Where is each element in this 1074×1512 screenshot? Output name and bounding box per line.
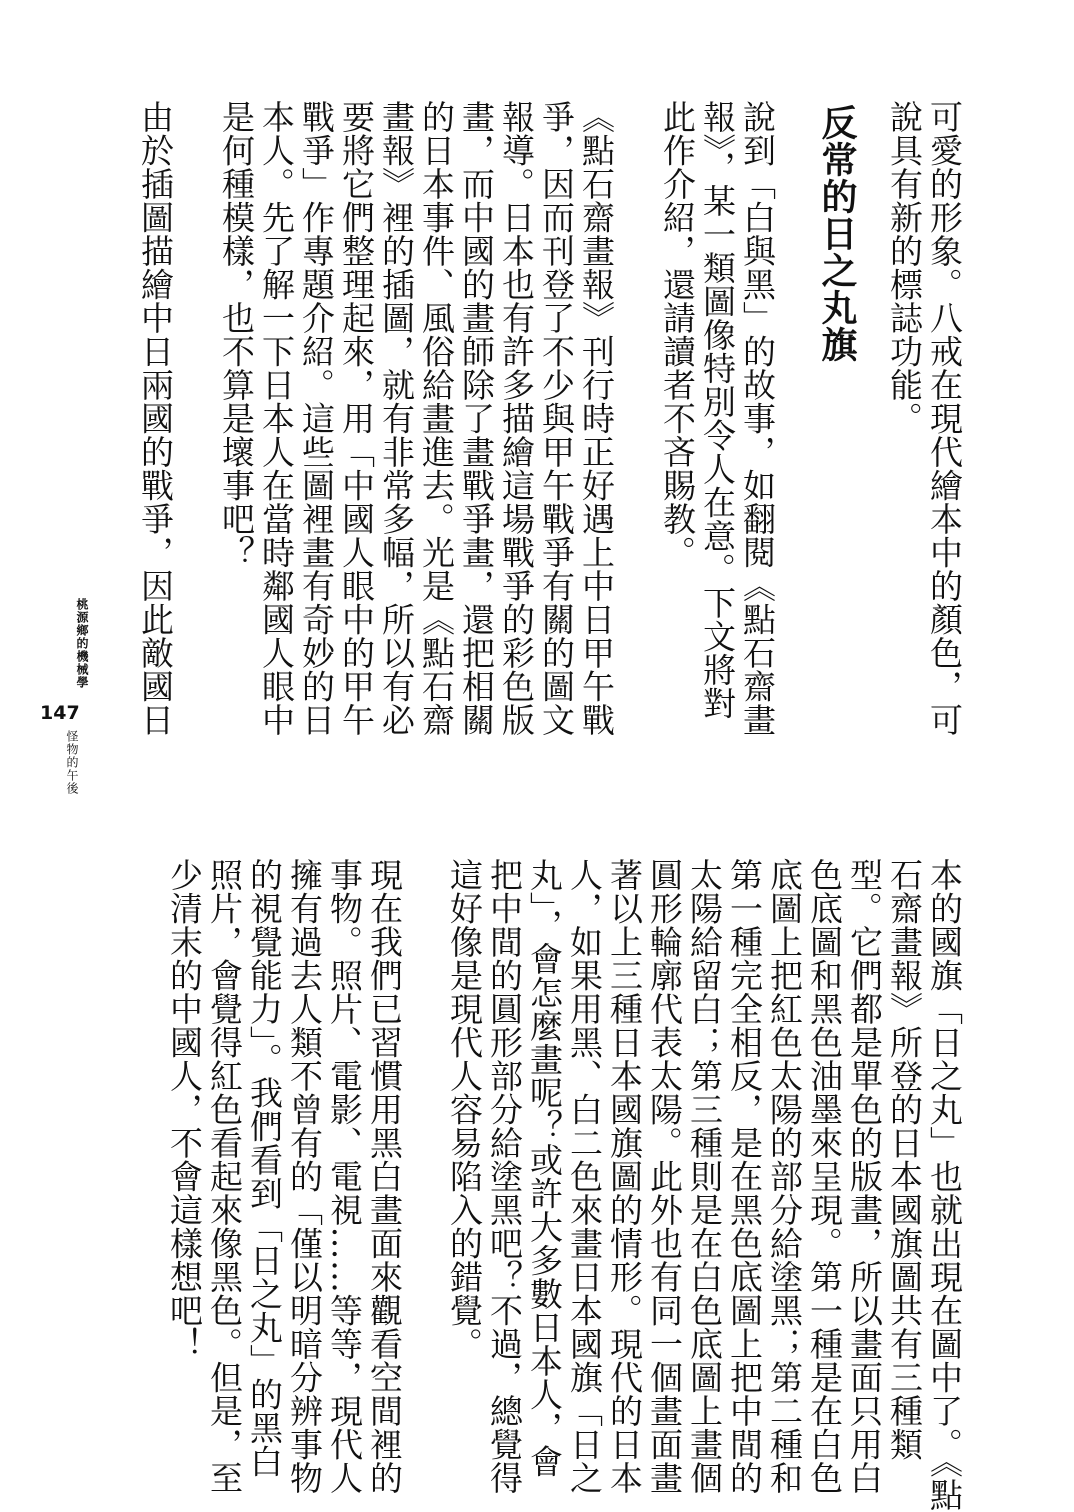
- body-text-column: 畫報》裡的插圖，就有非常多幅，所以有必: [377, 100, 416, 737]
- body-text-column: 報導。日本也有許多描繪這場戰爭的彩色版: [497, 100, 536, 737]
- body-text-column: 本人。先了解一下日本人在當時鄰國人眼中: [257, 100, 296, 737]
- body-text-column: 擁有過去人類不曾有的「僅以明暗分辨事物: [285, 858, 324, 1495]
- body-text-column: 要將它們整理起來，用「中國人眼中的甲午: [337, 100, 376, 737]
- body-text-column: 太陽給留白；第三種則是在白色底圖上畫個: [685, 858, 724, 1495]
- section-heading: 反常的日之丸旗: [816, 104, 857, 363]
- body-text-column: 爭，因而刊登了不少與甲午戰爭有關的圖文: [537, 100, 576, 737]
- book-title: 桃源鄉的機械學: [75, 598, 89, 689]
- body-text-column: 丸」，會怎麼畫呢？或許大多數日本人，會: [525, 858, 564, 1478]
- body-text-column: 《點石齋畫報》刊行時正好遇上中日甲午戰: [577, 100, 616, 737]
- body-text-column: 報》，某一類圖像特別令人在意。下文將對: [698, 100, 737, 720]
- running-section-title: 怪物的午後: [65, 730, 79, 795]
- body-text-column: 著以上三種日本國旗圖的情形。現代的日本: [605, 858, 644, 1495]
- body-text-column: 型。它們都是單色的版畫，所以畫面只用白: [845, 858, 884, 1495]
- body-text-column: 的視覺能力」。我們看到「日之丸」的黑白: [245, 858, 284, 1478]
- body-text-column: 把中間的圓形部分給塗黑吧？不過，總覺得: [485, 858, 524, 1495]
- body-text-column: 本的國旗「日之丸」也就出現在圖中了。《點: [925, 858, 964, 1512]
- body-text-column: 少清末的中國人，不會這樣想吧！: [165, 858, 204, 1361]
- body-text-column: 色底圖和黑色油墨來呈現。第一種是在白色: [805, 858, 844, 1495]
- body-text-column: 第一種完全相反，是在黑色底圖上把中間的: [725, 858, 764, 1495]
- body-text-column: 是何種模樣，也不算是壞事吧？: [217, 100, 256, 569]
- body-text-column: 此作介紹，還請讀者不吝賜教。: [658, 100, 697, 569]
- body-text-column: 照片，會覺得紅色看起來像黑色。但是，至: [205, 858, 244, 1495]
- page-number: 147: [40, 702, 80, 724]
- body-text-column: 事物。照片、電影、電視……等等，現代人: [325, 858, 364, 1495]
- body-text-column: 畫，而中國的畫師除了畫戰爭畫，還把相關: [457, 100, 496, 737]
- body-text-column: 石齋畫報》所登的日本國旗圖共有三種類: [885, 858, 924, 1461]
- body-text-column: 戰爭」作專題介紹。這些圖裡畫有奇妙的日: [297, 100, 336, 737]
- body-text-column: 圓形輪廓代表太陽。此外也有同一個畫面畫: [645, 858, 684, 1495]
- body-text-column: 人，如果用黑、白二色來畫日本國旗「日之: [565, 858, 604, 1495]
- body-text-column: 由於插圖描繪中日兩國的戰爭，因此敵國日: [136, 100, 175, 737]
- body-text-column: 說到「白與黑」的故事，如翻閱《點石齋畫: [738, 100, 777, 737]
- body-text-column: 底圖上把紅色太陽的部分給塗黑；第二種和: [765, 858, 804, 1495]
- body-text-column: 說具有新的標誌功能。: [885, 100, 924, 435]
- body-text-column: 這好像是現代人容易陷入的錯覺。: [445, 858, 484, 1361]
- body-text-column: 可愛的形象。八戒在現代繪本中的顏色，可: [925, 100, 964, 737]
- body-text-column: 現在我們已習慣用黑白畫面來觀看空間裡的: [365, 858, 404, 1495]
- page-folio: [40, 598, 100, 838]
- body-text-column: 的日本事件、風俗給畫進去。光是《點石齋: [417, 100, 456, 737]
